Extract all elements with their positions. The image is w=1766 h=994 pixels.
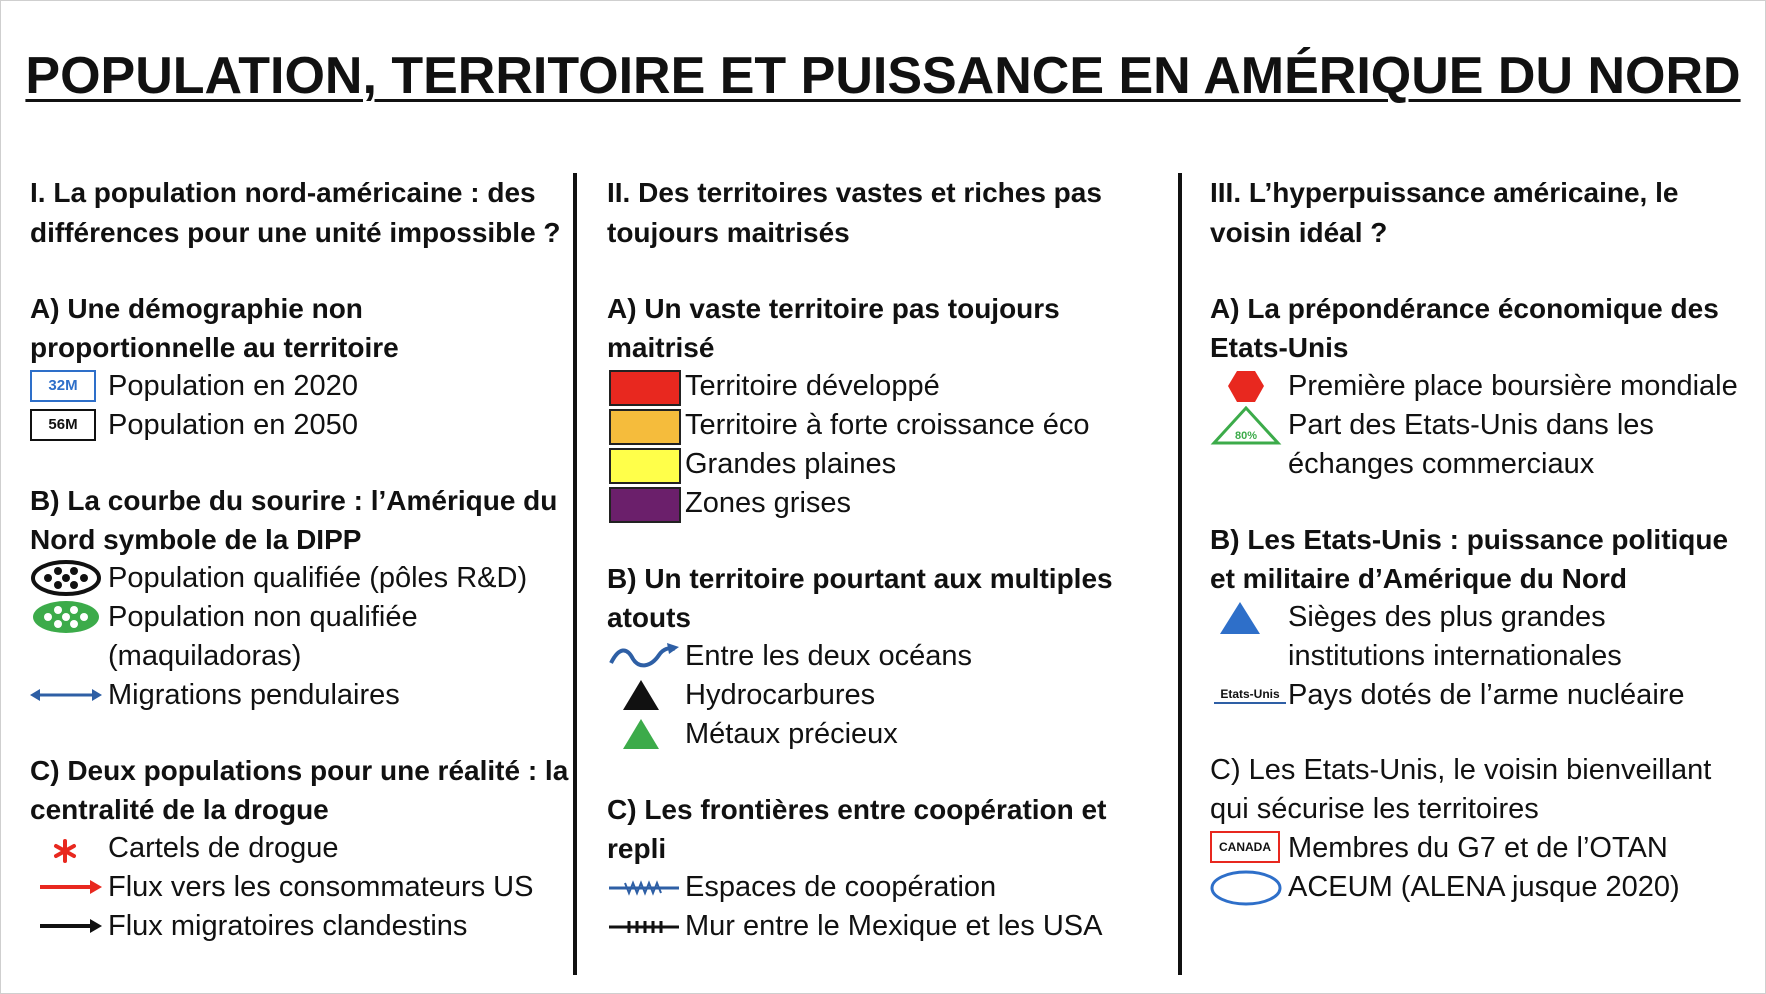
asterisk-icon (30, 829, 104, 868)
trade-share-triangle-icon (1210, 406, 1284, 445)
subheading-1a: A) Une démographie non proportionnelle au territoire (30, 293, 399, 363)
legend-label: Hydrocarbures (685, 679, 876, 711)
legend-label: ACEUM (ALENA jusque 2020) (1288, 871, 1680, 903)
legend-label: Population en 2050 (108, 409, 358, 441)
wall-line-icon (607, 907, 681, 946)
legend-item (607, 676, 1167, 715)
subheading-3b: B) Les Etats-Unis : puissance politique et militaire d’Amérique du Nord (1210, 524, 1729, 594)
unqualified-population-icon (30, 598, 104, 637)
legend-item (1210, 598, 1750, 676)
legend-item (607, 868, 1167, 907)
legend-label: Migrations pendulaires (108, 679, 400, 711)
legend-label: Sièges des plus grandes institutions internationales (1288, 601, 1622, 672)
nuclear-label-icon (1210, 676, 1284, 715)
column-hyperpuissance (1210, 173, 1750, 907)
column-population (30, 173, 570, 946)
legend-item (1210, 367, 1750, 406)
legend-label: Entre les deux océans (685, 640, 972, 672)
column-divider-1 (573, 173, 577, 975)
legend-item (30, 829, 570, 868)
legend-label: Première place boursière mondiale (1288, 370, 1738, 402)
legend-item (607, 907, 1167, 946)
subheading-2a: A) Un vaste territoire pas toujours maitrisé (607, 293, 1060, 363)
page-title-text: POPULATION, TERRITOIRE ET PUISSANCE EN AMÉRIQUE DU NORD (25, 47, 1741, 105)
legend-item (30, 559, 570, 598)
grey-zones-swatch (609, 487, 681, 523)
red-hexagon-icon (1210, 367, 1284, 406)
legend-label: Territoire à forte croissance éco (685, 409, 1090, 441)
section-heading-2: II. Des territoires vastes et riches pas toujours maitrisés (607, 177, 1102, 248)
legend-item (1210, 868, 1750, 907)
subheading-1c: C) Deux populations pour une réalité : la centralité de la drogue (30, 755, 569, 825)
great-plains-swatch (609, 448, 681, 484)
legend-item (1210, 829, 1750, 868)
page-title (0, 46, 1766, 106)
legend-item (30, 406, 570, 445)
legend-label: Flux migratoires clandestins (108, 910, 468, 942)
black-arrow-icon (30, 907, 104, 946)
legend-item (30, 676, 570, 715)
section-heading-3: III. L’hyperpuissance américaine, le voisin idéal ? (1210, 177, 1679, 248)
qualified-population-icon (30, 559, 104, 598)
ocean-wave-icon (607, 637, 681, 676)
cooperation-line-icon (607, 868, 681, 907)
subheading-3a: A) La prépondérance économique des Etats-Unis (1210, 293, 1719, 363)
blue-triangle-icon (1210, 598, 1284, 637)
legend-label: Espaces de coopération (685, 871, 997, 903)
legend-item (607, 715, 1167, 754)
green-triangle-icon (607, 715, 681, 754)
legend-item (607, 637, 1167, 676)
subheading-2c: C) Les frontières entre coopération et repli (607, 794, 1107, 864)
legend-label: Flux vers les consommateurs US (108, 871, 534, 903)
subheading-1b: B) La courbe du sourire : l’Amérique du Nord symbole de la DIPP (30, 485, 558, 555)
legend-label: Mur entre le Mexique et les USA (685, 910, 1103, 942)
double-arrow-icon (30, 676, 104, 715)
legend-item (607, 484, 1167, 523)
column-territoires (607, 173, 1167, 946)
nuclear-label-badge: Etats-Unis (1214, 686, 1286, 704)
legend-item (30, 907, 570, 946)
legend-item (30, 367, 570, 406)
aceum-ellipse-icon (1210, 868, 1284, 907)
section-heading-1: I. La population nord-américaine : des différences pour une unité impossible ? (30, 177, 561, 248)
legend-label: Cartels de drogue (108, 832, 339, 864)
legend-label: Grandes plaines (685, 448, 897, 480)
growth-territory-swatch (609, 409, 681, 445)
legend-label: Métaux précieux (685, 718, 898, 750)
black-triangle-icon (607, 676, 681, 715)
legend-label: Population en 2020 (108, 370, 358, 402)
legend-label: Zones grises (685, 487, 852, 519)
subheading-3c: C) Les Etats-Unis, le voisin bienveillant qui sécurise les territoires (1210, 754, 1712, 825)
legend-item (607, 445, 1167, 484)
red-arrow-icon (30, 868, 104, 907)
population-2050-badge: 56M (30, 409, 96, 441)
legend-label: Population qualifiée (pôles R&D) (108, 562, 528, 594)
legend-label: Pays dotés de l’arme nucléaire (1288, 679, 1685, 711)
subheading-2b: B) Un territoire pourtant aux multiples atouts (607, 563, 1113, 633)
column-divider-2 (1178, 173, 1182, 975)
legend-item (607, 367, 1167, 406)
legend-item (1210, 406, 1750, 484)
population-2020-badge: 32M (30, 370, 96, 402)
legend-item (30, 598, 570, 676)
legend-item (1210, 676, 1750, 715)
g7-otan-badge: CANADA (1210, 831, 1280, 863)
trade-share-badge: 80% (1234, 430, 1258, 442)
legend-label: Membres du G7 et de l’OTAN (1288, 832, 1668, 864)
legend-item (30, 868, 570, 907)
legend-label: Part des Etats-Unis dans les échanges commerciaux (1288, 409, 1654, 480)
developed-territory-swatch (609, 370, 681, 406)
legend-item (607, 406, 1167, 445)
legend-label: Territoire développé (685, 370, 940, 402)
legend-label: Population non qualifiée (maquiladoras) (108, 601, 418, 672)
